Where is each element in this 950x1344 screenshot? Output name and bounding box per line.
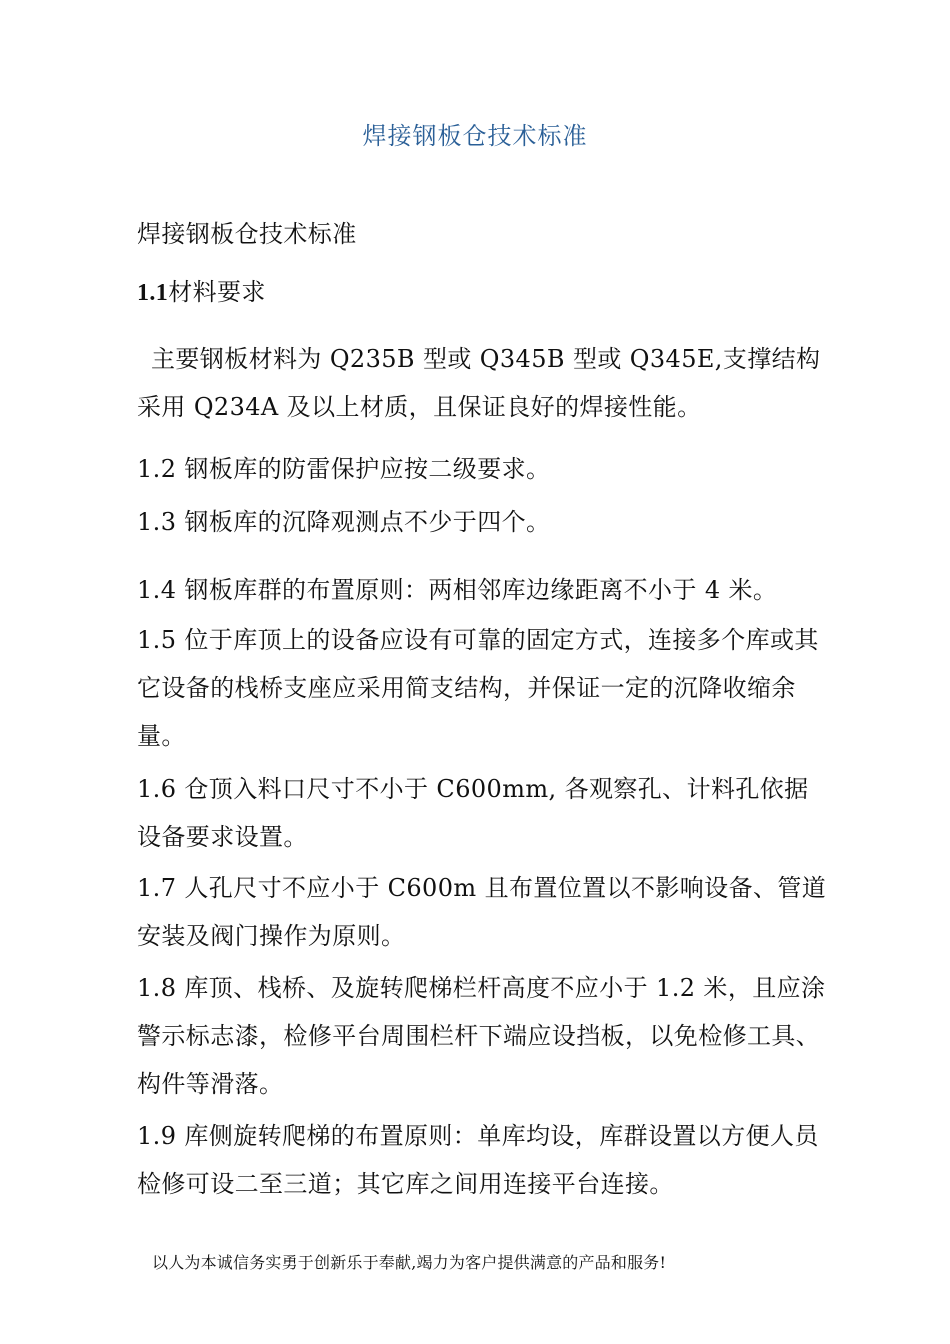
page-footer: 以人为本诚信务实勇于创新乐于奉献,竭力为客户提供满意的产品和服务! [152, 1253, 667, 1272]
paragraph-1-3: 1.3 钢板库的沉降观测点不少于四个。 [137, 508, 551, 536]
paragraph-1-4: 1.4 钢板库群的布置原则：两相邻库边缘距离不小于 4 米。 [137, 576, 778, 604]
paragraph-materials: 主要钢板材料为 Q235B 型或 Q345B 型或 Q345E,支撑结构采用 Q234A 及以上材质，且保证良好的焊接性能。 [137, 345, 821, 421]
paragraph-1-2: 1.2 钢板库的防雷保护应按二级要求。 [137, 455, 551, 483]
document-title: 焊接钢板仓技术标准 [362, 122, 588, 150]
paragraph-1-9: 1.9 库侧旋转爬梯的布置原则：单库均设，库群设置以方便人员检修可设二至三道；其它库之间用连接平台连接。 [137, 1122, 819, 1198]
paragraph-1-6: 1.6 仓顶入料口尺寸不小于 C600mm, 各观察孔、计料孔依据设备要求设置。 [137, 775, 809, 851]
section-heading-text: 材料要求 [168, 278, 266, 306]
paragraph-1-5: 1.5 位于库顶上的设备应设有可靠的固定方式，连接多个库或其它设备的栈桥支座应采用简支结构，并保证一定的沉降收缩余量。 [137, 626, 819, 750]
section-heading-1-1 [137, 268, 827, 317]
paragraph-1-8: 1.8 库顶、栈桥、及旋转爬梯栏杆高度不应小于 1.2 米，且应涂警示标志漆，检修平台周围栏杆下端应设挡板，以免检修工具、构件等滑落。 [137, 974, 826, 1098]
document-subtitle: 焊接钢板仓技术标准 [137, 220, 357, 248]
section-number: 1.1 [137, 280, 169, 306]
paragraph-1-7: 1.7 人孔尺寸不应小于 C600m 且布置位置以不影响设备、管道安装及阀门操作为原则。 [137, 874, 827, 950]
